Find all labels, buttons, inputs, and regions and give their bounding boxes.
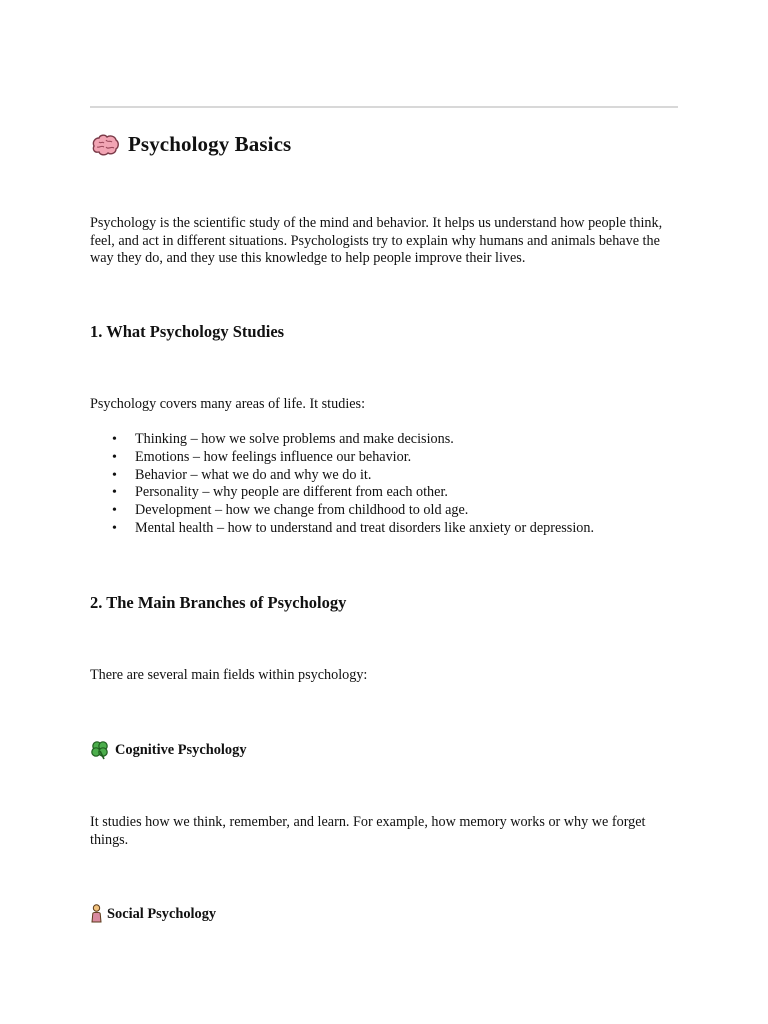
section2-heading: 2. The Main Branches of Psychology bbox=[90, 593, 347, 612]
branch-description: It studies how we think, remember, and learn. For example, how memory works or why we forget things. bbox=[90, 814, 646, 848]
list-item: • Personality – why people are different from each other. bbox=[90, 484, 594, 502]
title-row bbox=[90, 132, 291, 157]
intro-paragraph: Psychology is the scientific study of the mind and behavior. It helps us understand how people think, feel, and act in different situations. Psychologists try to explain why humans and animals behave the way they do, and they use this knowledge to help people improve their lives. bbox=[90, 215, 663, 267]
section1-list bbox=[90, 431, 594, 538]
branch-heading-row bbox=[90, 904, 216, 924]
section1-lead: Psychology covers many areas of life. It studies: bbox=[90, 396, 366, 412]
list-item: • Behavior – what we do and why we do it. bbox=[90, 467, 594, 485]
branch-heading: Cognitive Psychology bbox=[115, 741, 247, 758]
section2-lead: There are several main fields within psychology: bbox=[90, 667, 368, 683]
clover-icon bbox=[90, 740, 110, 760]
branch-heading-row bbox=[90, 740, 247, 760]
list-item: • Development – how we change from childhood to old age. bbox=[90, 502, 594, 520]
list-item: • Emotions – how feelings influence our behavior. bbox=[90, 449, 594, 467]
horizontal-rule bbox=[90, 106, 678, 108]
person-icon bbox=[90, 904, 103, 924]
brain-icon bbox=[90, 133, 120, 157]
list-item: • Thinking – how we solve problems and make decisions. bbox=[90, 431, 594, 449]
branch-heading: Social Psychology bbox=[107, 905, 217, 922]
list-item: • Mental health – how to understand and treat disorders like anxiety or depression. bbox=[90, 520, 594, 538]
page-title: Psychology Basics bbox=[128, 132, 292, 156]
section1-heading: 1. What Psychology Studies bbox=[90, 322, 285, 341]
